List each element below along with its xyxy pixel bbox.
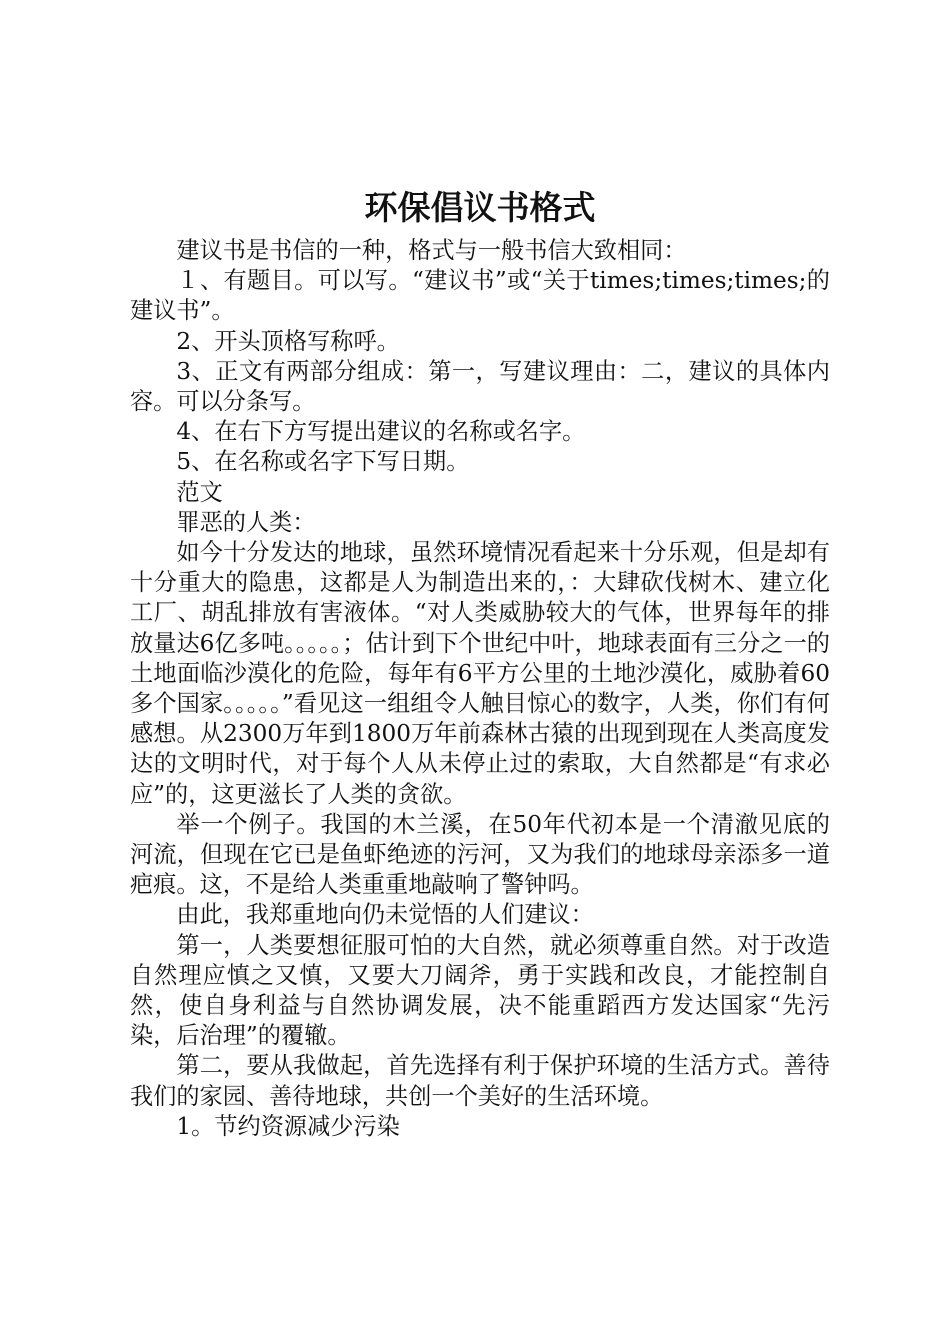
- paragraph-sample-heading: 范文: [176, 478, 223, 506]
- paragraph-body-2: 举一个例子。我国的木兰溪，在50年代初本是一个清澈见底的河流，但现在它已是鱼虾绝迹的污河，又为我们的地球母亲添多一道疤痕。这，不是给人类重重地敲响了警钟吗。: [130, 810, 830, 899]
- paragraph-suggestion-1: 第一，人类要想征服可怕的大自然，就必须尊重自然。对于改造自然理应慎之又慎，又要大刀阔斧，勇于实践和改良，才能控制自然，使自身利益与自然协调发展，决不能重蹈西方发达国家“先污染，后治理”的覆辙。: [130, 931, 830, 1050]
- paragraph-body-1: 如今十分发达的地球，虽然环境情况看起来十分乐观，但是却有十分重大的隐患，这都是人为制造出来的，：大肆砍伐树木、建立化工厂、胡乱排放有害液体。“对人类威胁较大的气体，世界每年的排放量达6亿多吨。。。。。；估计到下个世纪中叶，地球表面有三分之一的土地面临沙漠化的危险，每年有6平方公里的土地沙漠化，威胁着60多个国家。。。。。”看见这一组组令人触目惊心的数字，人类，你们有何感想。从2300万年到1800万年前森林古猿的出现到现在人类高度发达的文明时代，对于每个人从未停止过的索取，大自然都是“有求必应”的，这更滋长了人类的贪欲。: [130, 539, 830, 808]
- document-body: [130, 236, 830, 1142]
- paragraph-suggestion-2: 第二，要从我做起，首先选择有利于保护环境的生活方式。善待我们的家园、善待地球，共创一个美好的生活环境。: [130, 1052, 830, 1110]
- document-page: [130, 0, 830, 1344]
- paragraph-intro: 建议书是书信的一种，格式与一般书信大致相同：: [176, 237, 687, 264]
- paragraph-body-3: 由此，我郑重地向仍未觉悟的人们建议：: [176, 901, 594, 929]
- document-title: 环保倡议书格式: [364, 188, 596, 227]
- paragraph-salutation: 罪恶的人类：: [176, 508, 316, 536]
- paragraph-item-1: １、有题目。可以写。“建议书”或“关于times;times;times;的建议书”。: [130, 267, 830, 325]
- paragraph-item-4: 4、在右下方写提出建议的名称或名字。: [176, 418, 586, 446]
- paragraph-item-2: 2、开头顶格写称呼。: [176, 327, 400, 355]
- paragraph-item-5: 5、在名称或名字下写日期。: [176, 448, 470, 476]
- paragraph-subitem-1: 1。节约资源减少污染: [176, 1112, 400, 1140]
- paragraph-item-3: 3、正文有两部分组成：第一，写建议理由：二，建议的具体内容。可以分条写。: [130, 357, 830, 416]
